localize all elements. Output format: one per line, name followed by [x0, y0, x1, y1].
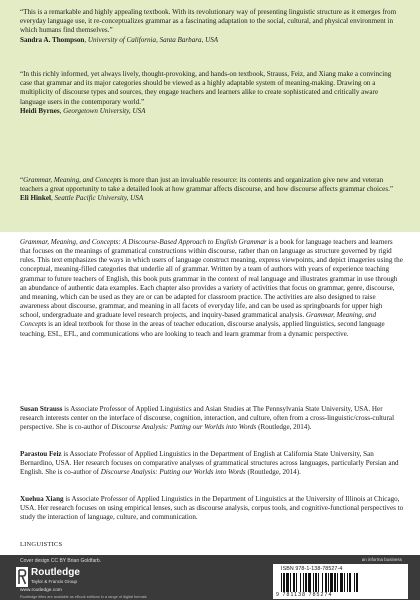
subject-category: LINGUISTICS	[20, 541, 63, 548]
publisher-name: Routledge	[31, 567, 80, 578]
barcode-digits: 9 781138 785274	[276, 592, 333, 598]
informa-tagline: an informa business	[361, 557, 402, 562]
bio-book-title: Discourse Analysis: Putting our Worlds into Words	[111, 423, 257, 432]
routledge-logo-icon	[16, 567, 28, 587]
reviewer-affiliation: University of California, Santa Barbara, USA	[87, 35, 219, 44]
barcode-stripe	[286, 573, 289, 592]
review-2	[20, 70, 402, 116]
barcode-stripe	[337, 573, 338, 592]
review-quote: “Grammar, Meaning, and Concepts is more than just an invaluable resource: its contents and organization give new and veteran teachers a great opportunity to take a detailed look at how grammar affects discourse, and how discourse affects grammar choices.”	[20, 176, 394, 194]
isbn-barcode	[273, 564, 408, 599]
barcode-stripe	[281, 573, 282, 592]
barcode-stripe	[356, 573, 358, 592]
barcode-stripe	[313, 573, 314, 592]
reviewer-name: Eli Hinkel	[20, 194, 51, 203]
review-quote-text: is more than just an invaluable resource: its contents and organization give new and veteran teachers a great opportunity to take a detailed look at how grammar affects discourse, and how discourse affects grammar choices.”	[20, 176, 394, 194]
review-panel	[0, 0, 420, 232]
description-text: is a book for language teachers and learners that focuses on the meanings of grammatical constructions within discourse, rather than on language as structure governed by rigid rules. This text emphasizes the ways in which users of language construct meaning, express viewpoints, and depict imageries using the conceptual, meaning-filled categories that underlie all of grammar. Written by a team of authors with years of experience teaching grammar to future teachers of English, this book puts grammar in the context of real language and illustrates grammar in use through an abundance of authentic data examples. Each chapter also provides a variety of activities that focus on grammar, genre, discourse, and meaning, which can be used as they are or can be adapted for classroom practice. The activities are also designed to raise awareness about discourse, grammar, and meaning in all facets of everyday life, and can be used as springboards for upper high school, undergraduate and graduate level research projects, and inquiry-based grammatical analysis.	[20, 238, 403, 320]
description-text-end: is an ideal textbook for those in the areas of teacher education, discourse analysis, applied linguistics, second language teaching, ESL, EFL, and communications who are looking to teach and learn grammar from a dynamic perspective.	[20, 320, 385, 338]
review-quote: “In this richly informed, yet always lively, thought-provoking, and hands-on textbook, Strauss, Feiz, and Xiang make a convincing case that grammar and its major categories should be viewed as a highly adaptable system of meaning-making. Drawing on a multiplicity of discourse types and sources, they engage teachers and learners alike to create sophisticated and critically aware language users in the contemporary world.”	[20, 70, 392, 106]
barcode-stripe	[328, 573, 329, 592]
barcode-stripe	[290, 573, 291, 592]
book-description	[20, 238, 404, 339]
barcode-stripe	[334, 573, 336, 592]
author-name: Parastou Feiz	[20, 450, 62, 458]
barcode-stripe	[305, 573, 307, 592]
ebook-note: Routledge titles are available as eBook editions in a range of digital formats	[20, 595, 147, 599]
review-1	[20, 8, 402, 45]
barcode-stripe	[296, 573, 297, 592]
author-name: Susan Strauss	[20, 405, 63, 413]
publisher-footer	[0, 555, 420, 600]
author-name: Xuehua Xiang	[20, 495, 64, 503]
barcode-stripe	[303, 573, 304, 592]
review-source: Eli Hinkel, Seattle Pacific University, USA	[20, 194, 144, 203]
publisher-group: Taylor & Francis Group	[31, 579, 78, 584]
barcode-stripe	[325, 573, 327, 592]
barcode-stripe	[347, 573, 348, 592]
bio-text-tail: (Routledge, 2014).	[245, 468, 301, 477]
book-title-short: Grammar, Meaning, and Concepts	[20, 311, 377, 329]
reviewer-name: Heidi Byrnes	[20, 106, 60, 115]
barcode-stripe	[340, 573, 343, 592]
review-3	[20, 176, 402, 204]
review-source: Sandra A. Thompson, University of California, Santa Barbara, USA	[20, 35, 219, 44]
book-title: Grammar, Meaning, and Concepts: A Discourse-Based Approach to English Grammar	[20, 238, 267, 246]
barcode-stripe	[349, 573, 351, 592]
barcode-stripe	[308, 573, 311, 592]
barcode-stripe	[300, 573, 301, 592]
bio-text: is Associate Professor of Applied Linguistics in the Department of Linguistics at the University of Illinois at Chicago, USA. Her research focuses on using empirical lenses, such as discourse analysis, corpus tools, and cognitive-functional perspectives to study the interaction of language, culture, and communication.	[20, 495, 404, 522]
barcode-stripe	[330, 573, 333, 592]
barcode-stripe	[315, 573, 317, 592]
bio-book-title: Discourse Analysis: Putting our Worlds into Words	[100, 468, 246, 477]
barcode-stripe	[354, 573, 355, 592]
barcode-stripe	[318, 573, 319, 592]
review-quote: “This is a remarkable and highly appealing textbook. With its revolutionary way of presenting linguistic structure as it emerges from everyday language use, it re-conceptualizes grammar as a fascinating adaptation to the social, cultural, and physical environment in which humans find themselves.”	[20, 8, 397, 35]
bio-text: is Associate Professor of Applied Linguistics in the Department of English at California State University, San Bernardino, USA. Her research focuses on comparative analyses of grammatical structures across languages, particularly Persian and English. She is co-author of	[20, 450, 399, 477]
reviewer-affiliation: Seattle Pacific University, USA	[54, 194, 144, 203]
barcode-stripe	[293, 573, 295, 592]
reviewer-name: Sandra A. Thompson	[20, 35, 85, 44]
barcode-icon	[281, 573, 399, 592]
author-bio	[20, 495, 404, 522]
review-source: Heidi Byrnes, Georgetown University, USA	[20, 106, 146, 115]
barcode-stripe	[344, 573, 345, 592]
author-bio	[20, 450, 404, 477]
author-bio	[20, 405, 404, 432]
bio-text-tail: (Routledge, 2014).	[256, 423, 312, 432]
publisher-url: www.routledge.com	[20, 588, 62, 593]
bio-text: is Associate Professor of Applied Linguistics and Asian Studies at The Pennsylvania State University, USA. Her research interests center on the interface of discourse, cognition, interaction, and culture, often from a cross-linguistic/cross-cultural perspective. She is co-author of	[20, 405, 395, 432]
barcode-stripe	[322, 573, 323, 592]
reviewer-affiliation: Georgetown University, USA	[63, 106, 146, 115]
quoted-book-title: Grammar, Meaning, and Concepts	[23, 176, 122, 184]
barcode-stripe	[283, 573, 285, 592]
cover-credit: Cover design CC BY Brian Goldfarb.	[20, 558, 102, 564]
isbn-label: ISBN 978-1-138-78527-4	[281, 566, 343, 572]
